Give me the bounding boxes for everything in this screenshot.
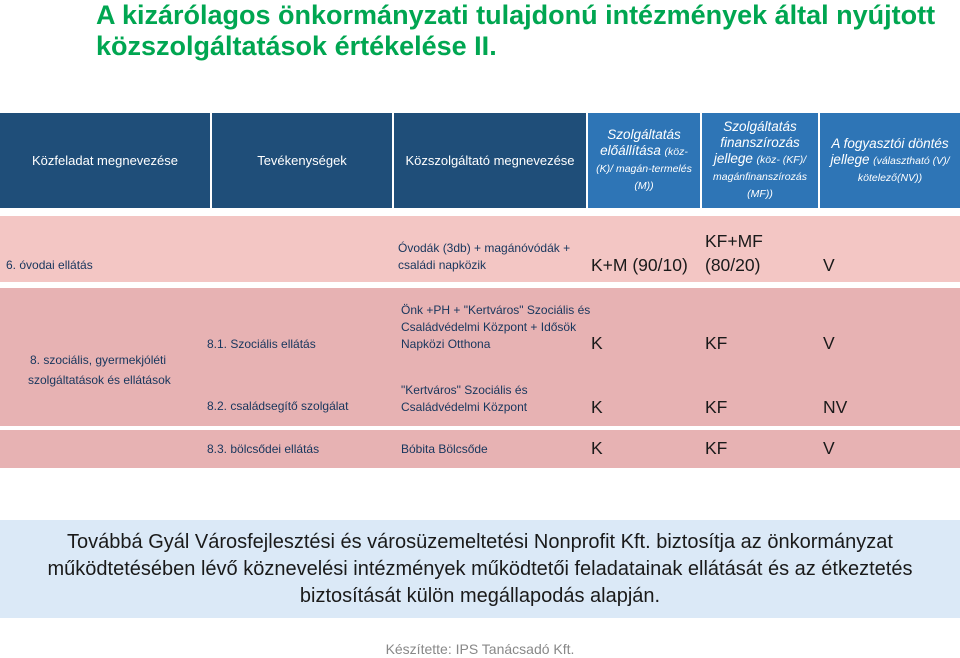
row81-provider-line3: Napközi Otthona [401, 337, 491, 351]
header-activities-label: Tevékenységek [257, 152, 347, 168]
header-decision-sub: (választható (V)/ kötelező(NV)) [857, 154, 950, 184]
row81-provider-line1: Önk +PH + "Kertváros" Szociális és [401, 303, 591, 317]
header-production [588, 113, 700, 208]
row81-provider-line2: Családvédelmi Központ + Idősök [401, 320, 577, 334]
row83-decision: V [823, 438, 835, 458]
row82-production: K [591, 397, 603, 417]
header-task-label: Közfeladat megnevezése [32, 152, 178, 168]
row81-production: K [591, 333, 603, 353]
row8-task-line1: 8. szociális, gyermekjóléti [30, 353, 167, 367]
table-row-83 [0, 430, 960, 468]
row82-decision: NV [823, 397, 848, 417]
header-activities [212, 113, 392, 208]
row83-production: K [591, 438, 603, 458]
row81-financing: KF [705, 333, 728, 353]
row81-decision: V [823, 333, 835, 353]
row6-financing-line2: (80/20) [705, 255, 761, 275]
row8-task-line2: szolgáltatások és ellátások [28, 373, 171, 387]
header-financing-sub: (köz- (KF)/ magánfinanszírozás (MF)) [713, 154, 807, 200]
note-text: Továbbá Gyál Városfejlesztési és városüzemeltetési Nonprofit Kft. biztosítja az önkormányzat működtetésében lévő köznevelési intézmények működtetői feladatainak ellátását és az étkeztetés biztosítását külön megállapodás alapján. [47, 530, 913, 607]
row6-financing-line1: KF+MF [705, 231, 763, 251]
table-row-6 [0, 216, 960, 282]
row83-financing: KF [705, 438, 728, 458]
table-row-8 [0, 288, 960, 426]
row81-activity: 8.1. Szociális ellátás [207, 337, 316, 351]
header-provider [394, 113, 586, 208]
row82-provider-line1: "Kertváros" Szociális és [401, 383, 528, 397]
page-title: A kizárólagos önkormányzati tulajdonú intézmények által nyújtott közszolgáltatások értékelése II. [96, 0, 936, 61]
header-production-sub: (köz- (K)/ magán-termelés (M)) [596, 146, 692, 192]
header-financing [702, 113, 818, 208]
table-header [0, 113, 960, 208]
row6-provider-line1: Óvodák (3db) + magánóvódák + [398, 241, 571, 255]
header-decision-main: A fogyasztói döntés jellege [830, 135, 949, 167]
note-box [0, 520, 960, 618]
header-financing-main: Szolgáltatás finanszírozás jellege [713, 119, 800, 166]
row82-activity: 8.2. családsegítő szolgálat [207, 399, 349, 413]
header-production-main: Szolgáltatás előállítása [600, 127, 681, 158]
row6-production: K+M (90/10) [591, 255, 688, 275]
row83-activity: 8.3. bölcsődei ellátás [207, 442, 320, 456]
row6-decision: V [823, 255, 835, 275]
row82-provider-line2: Családvédelmi Központ [401, 400, 528, 414]
footer-credit: Készítette: IPS Tanácsadó Kft. [385, 641, 575, 657]
header-decision [820, 113, 960, 208]
row82-financing: KF [705, 397, 728, 417]
row83-provider: Bóbita Bölcsőde [401, 442, 488, 456]
row6-provider-line2: családi napközik [398, 258, 487, 272]
header-task [0, 113, 210, 208]
header-provider-label: Közszolgáltató megnevezése [405, 152, 575, 168]
row6-task: 6. óvodai ellátás [6, 258, 93, 272]
